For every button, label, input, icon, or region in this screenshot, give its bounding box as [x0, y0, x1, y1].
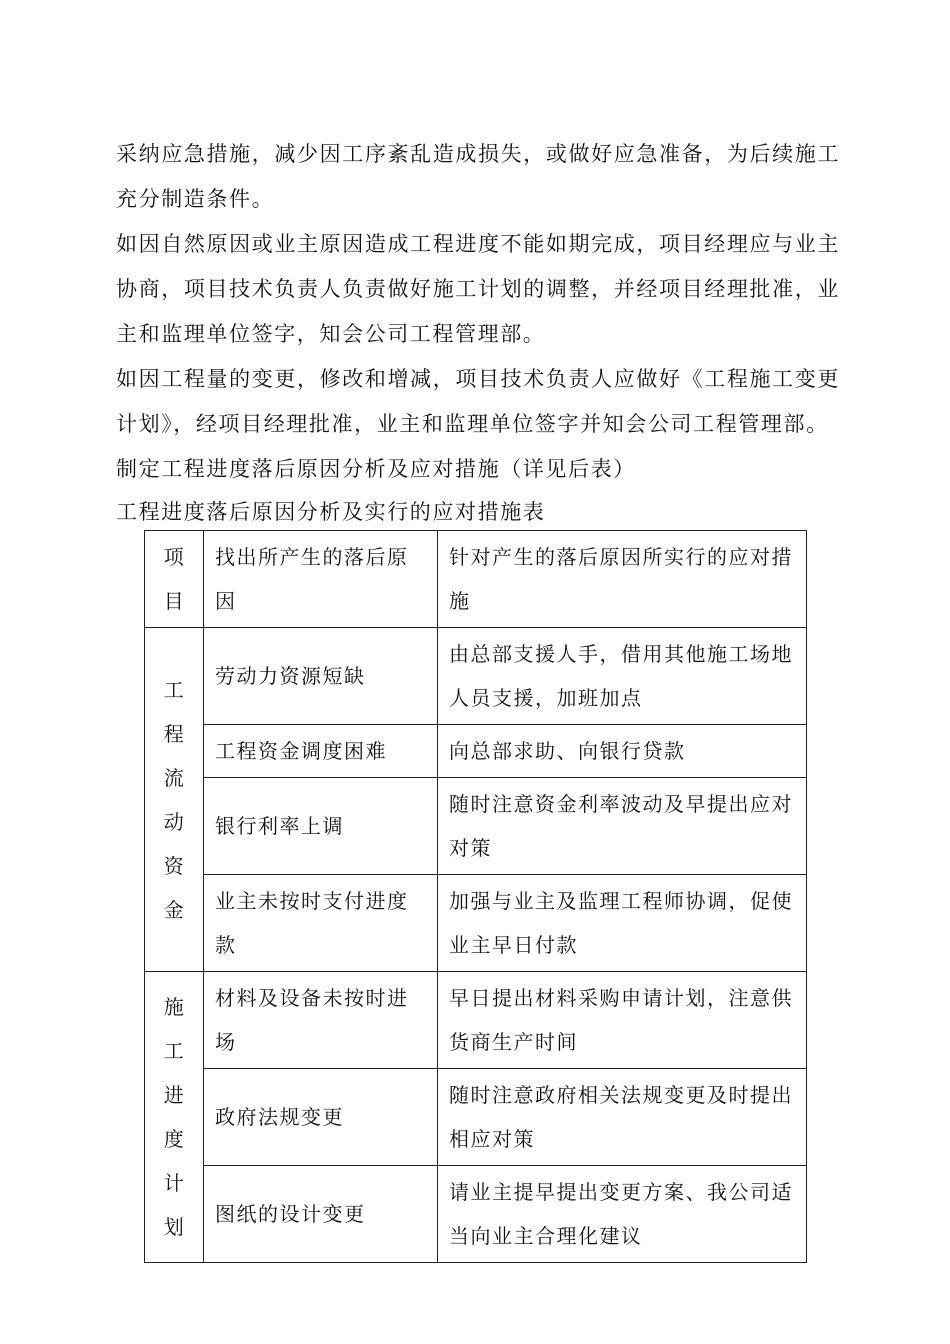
cause-cell: 材料及设备未按时进场	[204, 972, 438, 1069]
table-row	[145, 972, 807, 1069]
table-row	[145, 628, 807, 725]
measure-cell: 由总部支援人手，借用其他施工场地人员支援，加班加点	[438, 628, 807, 725]
cause-cell: 政府法规变更	[204, 1069, 438, 1166]
cause-cell: 工程资金调度困难	[204, 725, 438, 778]
measure-cell: 向总部求助、向银行贷款	[438, 725, 807, 778]
measure-cell: 加强与业主及监理工程师协调，促使业主早日付款	[438, 875, 807, 972]
table-row	[145, 778, 807, 875]
measure-cell: 请业主提早提出变更方案、我公司适当向业主合理化建议	[438, 1166, 807, 1263]
paragraph-delay-analysis: 制定工程进度落后原因分析及应对措施（详见后表）	[116, 457, 636, 481]
group-label-working-capital: 工程流动资金	[145, 628, 204, 972]
cause-cell: 银行利率上调	[204, 778, 438, 875]
table-header-row	[145, 531, 807, 628]
cause-cell: 业主未按时支付进度款	[204, 875, 438, 972]
measure-cell: 随时注意资金利率波动及早提出应对对策	[438, 778, 807, 875]
cause-cell: 劳动力资源短缺	[204, 628, 438, 725]
header-cause: 找出所产生的落后原因	[204, 531, 438, 628]
paragraph-quantity-changes: 如因工程量的变更，修改和增减，项目技术负责人应做好《工程施工变更计划》，经项目经理批准，业主和监理单位签字并知会公司工程管理部。	[116, 367, 840, 436]
header-item: 项目	[145, 531, 204, 628]
delay-measures-table	[144, 530, 807, 1263]
cause-cell: 图纸的设计变更	[204, 1166, 438, 1263]
measure-cell: 早日提出材料采购申请计划，注意供货商生产时间	[438, 972, 807, 1069]
paragraph-natural-causes: 如因自然原因或业主原因造成工程进度不能如期完成，项目经理应与业主协商，项目技术负责人负责做好施工计划的调整，并经项目经理批准，业主和监理单位签字，知会公司工程管理部。	[116, 232, 840, 346]
header-measure: 针对产生的落后原因所实行的应对措施	[438, 531, 807, 628]
table-row	[145, 875, 807, 972]
table-row	[145, 1069, 807, 1166]
table-caption: 工程进度落后原因分析及实行的应对措施表	[116, 500, 546, 524]
table-row	[145, 1166, 807, 1263]
measure-cell: 随时注意政府相关法规变更及时提出相应对策	[438, 1069, 807, 1166]
group-label-schedule: 施工进度计划	[145, 972, 204, 1263]
paragraph-emergency-measures: 采纳应急措施，减少因工序紊乱造成损失，或做好应急准备，为后续施工充分制造条件。	[116, 142, 840, 211]
table-row	[145, 725, 807, 778]
